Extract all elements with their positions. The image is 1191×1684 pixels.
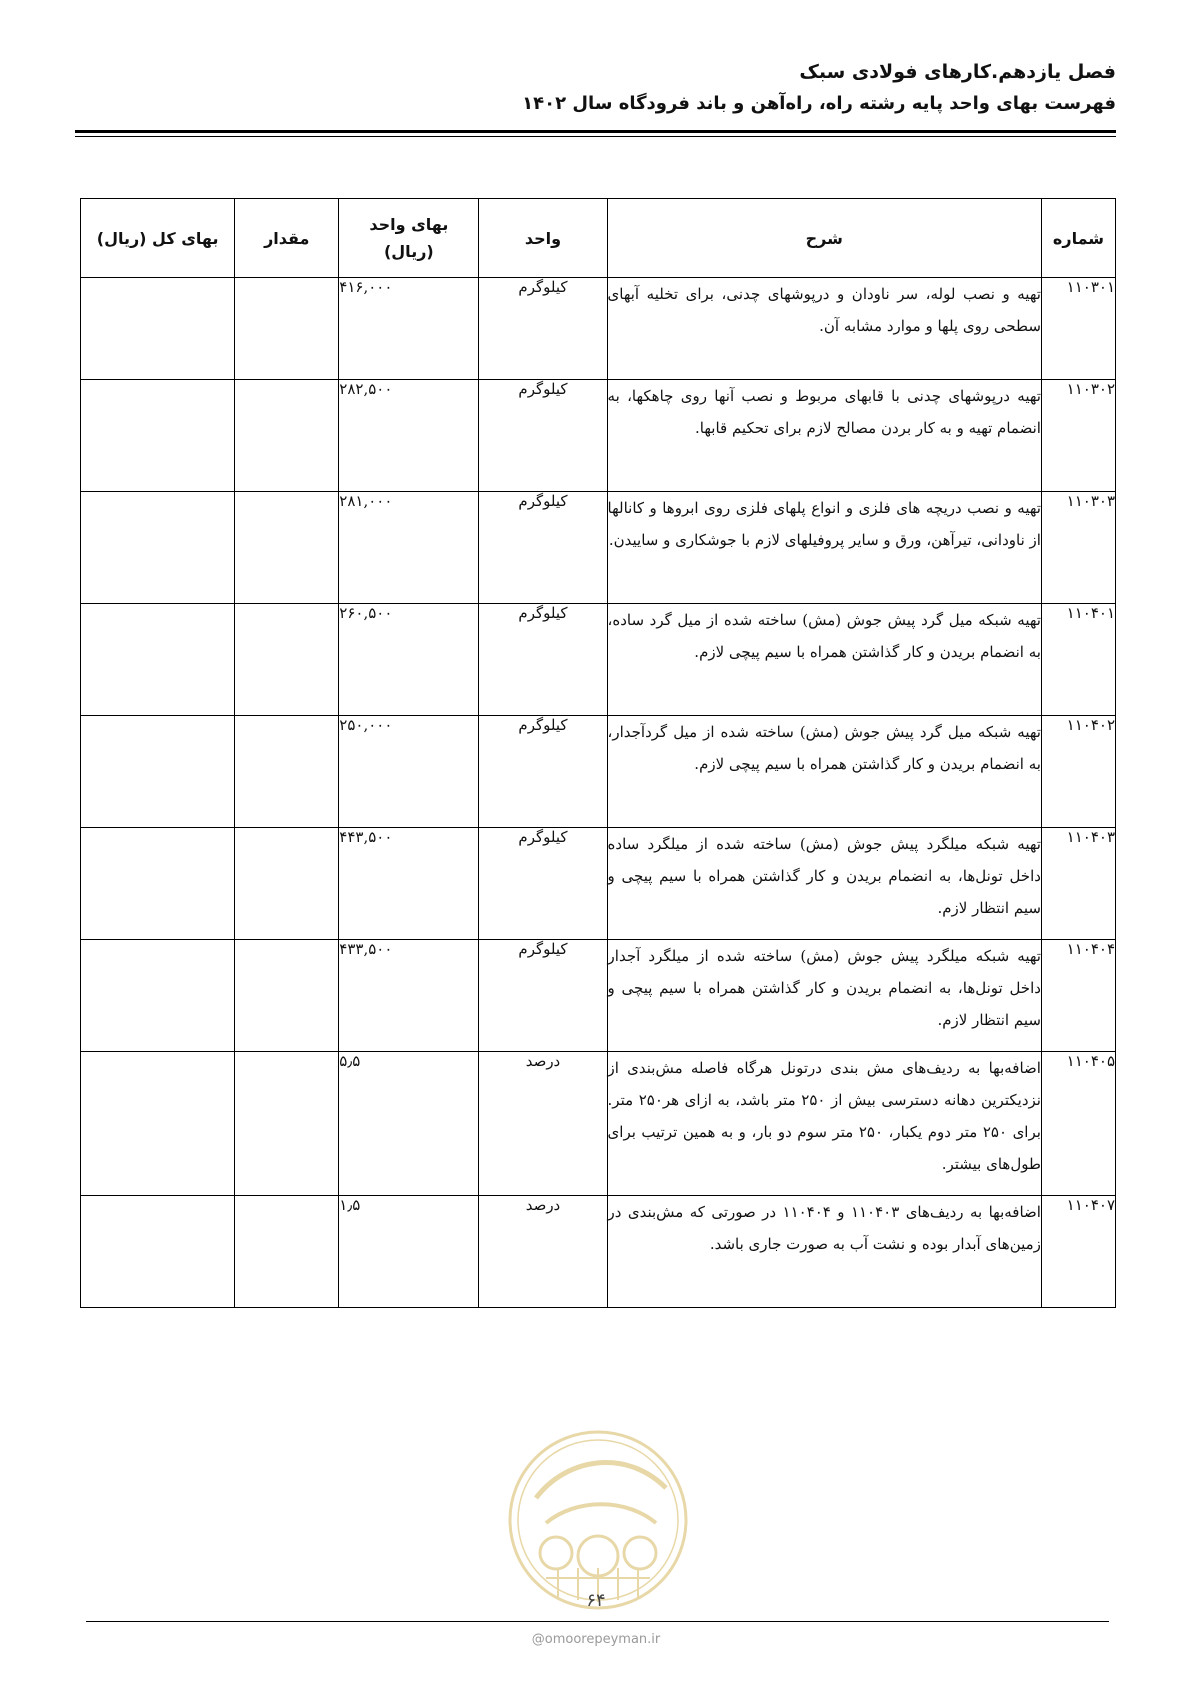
row-quantity: [235, 940, 339, 1052]
row-number: ۱۱۰۴۰۱: [1041, 604, 1115, 716]
row-unit: کیلوگرم: [479, 380, 607, 492]
table-row: [81, 492, 1116, 604]
table-row: [81, 604, 1116, 716]
row-quantity: [235, 604, 339, 716]
row-number: ۱۱۰۳۰۳: [1041, 492, 1115, 604]
row-unit: کیلوگرم: [479, 492, 607, 604]
table-row: [81, 828, 1116, 940]
row-total: [81, 604, 235, 716]
header-quantity: مقدار: [235, 199, 339, 278]
header-unit: واحد: [479, 199, 607, 278]
row-total: [81, 1052, 235, 1196]
row-description: اضافه‌بها به ردیف‌های ۱۱۰۴۰۳ و ۱۱۰۴۰۴ در صورتی که مش‌بندی در زمین‌های آبدار بوده و نشت آب به صورت جاری باشد.: [607, 1196, 1041, 1308]
row-description: تهیه شبکه میل گرد پیش جوش (مش) ساخته شده از میل گردآجدار، به انضمام بریدن و کار گذاشتن همراه با سیم پیچی لازم.: [607, 716, 1041, 828]
row-unit-price: ۲۸۱,۰۰۰: [339, 492, 479, 604]
page-number: ۶۴: [586, 1590, 606, 1611]
row-quantity: [235, 716, 339, 828]
header-unit-price: [339, 199, 479, 278]
row-unit: کیلوگرم: [479, 278, 607, 380]
table-row: [81, 380, 1116, 492]
row-unit-price: ۲۶۰,۵۰۰: [339, 604, 479, 716]
row-quantity: [235, 1196, 339, 1308]
row-number: ۱۱۰۴۰۳: [1041, 828, 1115, 940]
header-number: شماره: [1041, 199, 1115, 278]
page-header: [75, 58, 1116, 118]
row-quantity: [235, 492, 339, 604]
row-quantity: [235, 828, 339, 940]
row-total: [81, 492, 235, 604]
row-unit-price: ۱٫۵: [339, 1196, 479, 1308]
row-unit: کیلوگرم: [479, 716, 607, 828]
table-row: [81, 278, 1116, 380]
row-quantity: [235, 278, 339, 380]
header-unit-price-label: بهای واحد: [369, 215, 449, 234]
row-unit-price: ۴۳۳,۵۰۰: [339, 940, 479, 1052]
row-total: [81, 716, 235, 828]
omoorepeyman-seal-icon: [506, 1428, 690, 1612]
row-description: تهیه و نصب دریچه های فلزی و انواع پلهای فلزی روی ابروها و کانالها از ناودانی، تیرآهن، ورق و سایر پروفیلهای لازم با جوشکاری و ساییدن.: [607, 492, 1041, 604]
header-rule-thick: [75, 130, 1116, 133]
row-description: تهیه شبکه میلگرد پیش جوش (مش) ساخته شده از میلگرد آجدار داخل تونل‌ها، به انضمام بریدن و کار گذاشتن همراه با سیم پیچی و سیم انتظار لازم.: [607, 940, 1041, 1052]
row-number: ۱۱۰۴۰۴: [1041, 940, 1115, 1052]
row-unit-price: ۲۵۰,۰۰۰: [339, 716, 479, 828]
row-unit: کیلوگرم: [479, 940, 607, 1052]
row-unit: درصد: [479, 1052, 607, 1196]
row-number: ۱۱۰۳۰۲: [1041, 380, 1115, 492]
row-quantity: [235, 1052, 339, 1196]
header-rule-thin: [75, 136, 1116, 137]
row-description: تهیه شبکه میل گرد پیش جوش (مش) ساخته شده از میل گرد ساده، به انضمام بریدن و کار گذاشتن همراه با سیم پیچی لازم.: [607, 604, 1041, 716]
row-unit-price: ۴۱۶,۰۰۰: [339, 278, 479, 380]
row-unit: کیلوگرم: [479, 828, 607, 940]
header-total-price: بهای کل (ریال): [81, 199, 235, 278]
row-number: ۱۱۰۴۰۲: [1041, 716, 1115, 828]
row-total: [81, 278, 235, 380]
price-list-table: [80, 198, 1116, 1308]
table-row: [81, 716, 1116, 828]
row-total: [81, 828, 235, 940]
header-description: شرح: [607, 199, 1041, 278]
row-quantity: [235, 380, 339, 492]
table-row: [81, 1052, 1116, 1196]
row-total: [81, 940, 235, 1052]
row-number: ۱۱۰۳۰۱: [1041, 278, 1115, 380]
document-subtitle: فهرست بهای واحد پایه رشته راه، راه‌آهن و باند فرودگاه سال ۱۴۰۲: [522, 93, 1116, 114]
row-unit-price: ۴۴۳,۵۰۰: [339, 828, 479, 940]
table-row: [81, 940, 1116, 1052]
row-unit: درصد: [479, 1196, 607, 1308]
row-description: تهیه شبکه میلگرد پیش جوش (مش) ساخته شده از میلگرد ساده داخل تونل‌ها، به انضمام بریدن و کار گذاشتن همراه با سیم پیچی و سیم انتظار لازم.: [607, 828, 1041, 940]
row-description: تهیه درپوشهای چدنی با قابهای مربوط و نصب آنها روی چاهکها، به انضمام تهیه و به کار بردن مصالح لازم برای تحکیم قابها.: [607, 380, 1041, 492]
row-description: تهیه و نصب لوله، سر ناودان و درپوشهای چدنی، برای تخلیه آبهای سطحی روی پلها و موارد مشابه آن.: [607, 278, 1041, 380]
chapter-title: فصل یازدهم.کارهای فولادی سبک: [799, 61, 1116, 83]
footer-rule: [86, 1621, 1109, 1622]
row-total: [81, 380, 235, 492]
header-unit-price-currency: (ریال): [383, 242, 434, 261]
row-description: اضافه‌بها به ردیف‌های مش بندی درتونل هرگاه فاصله مش‌بندی از نزدیکترین دهانه دسترسی بیش از ۲۵۰ متر باشد، به ازای هر۲۵۰ متر. برای ۲۵۰ متر دوم یکبار، ۲۵۰ متر سوم دو بار، و به همین ترتیب برای طول‌های بیشتر.: [607, 1052, 1041, 1196]
table-row: [81, 1196, 1116, 1308]
website-watermark: @omoorepeyman.ir: [531, 1632, 661, 1647]
row-unit: کیلوگرم: [479, 604, 607, 716]
row-unit-price: ۵٫۵: [339, 1052, 479, 1196]
row-unit-price: ۲۸۲,۵۰۰: [339, 380, 479, 492]
row-number: ۱۱۰۴۰۷: [1041, 1196, 1115, 1308]
table-header-row: [81, 199, 1116, 278]
row-total: [81, 1196, 235, 1308]
row-number: ۱۱۰۴۰۵: [1041, 1052, 1115, 1196]
